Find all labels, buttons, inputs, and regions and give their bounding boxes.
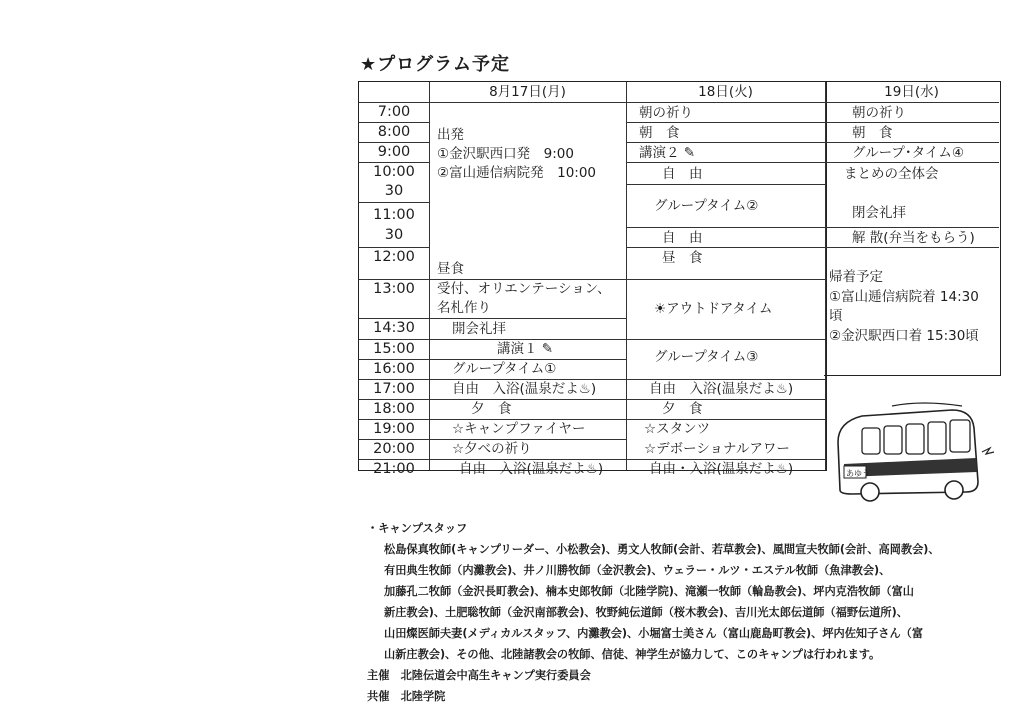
cosponsor-line: 共催 北陸学院	[367, 690, 446, 703]
evening-prayer-text: ☆夕べの祈り	[452, 441, 532, 457]
time-label: 18:00	[373, 401, 415, 417]
time-label: 21:00	[373, 461, 415, 477]
departure-route-2: ②富山逓信病院発 10:00	[437, 165, 597, 181]
dismissal-text: 解 散(弁当をもらう)	[852, 230, 975, 246]
lecture-1-text: 講演１ ✎	[497, 341, 554, 357]
group-time-4-text: グループ･タイム④	[852, 145, 965, 161]
reception-text: 受付、オリエンテーション、	[437, 281, 611, 297]
time-label: 9:00	[377, 144, 411, 160]
header-day2: 18日(火)	[698, 84, 753, 100]
schedule-table	[358, 81, 827, 477]
column-divider	[429, 82, 430, 470]
header-day3: 19日(水)	[884, 84, 939, 100]
staff-line: 有田典生牧師（内灘教会)、井ノ川勝牧師（金沢教会)、ウェラー・ルツ・エステル牧師（魚津教会)、	[384, 564, 891, 577]
time-label: 19:00	[373, 421, 415, 437]
return-1-suffix: 頃	[829, 308, 843, 324]
day3-column	[824, 81, 1001, 376]
free-bath-text: 自由 入浴(温泉だよ♨)	[649, 381, 794, 397]
night-free-bath-text: 自由・入浴(温泉だよ♨)	[649, 461, 794, 477]
staff-line: 山新庄教会)、その他、北陸諸教会の牧師、信徒、神学生が協力して、このキャンプは行われます。	[384, 648, 881, 661]
staff-line: 松島保真牧師(キャンプリーダー、小松教会)、勇文人牧師(会計、若草教会)、風間宣夫牧師(会計、高岡教会)、	[384, 543, 940, 556]
time-label: 11:00	[373, 207, 415, 223]
breakfast-text: 朝 食	[639, 125, 680, 141]
devotional-text: ☆デボーショナルアワー	[644, 441, 790, 457]
departure-text: 出発	[437, 127, 464, 143]
lunch-text: 昼 食	[662, 250, 703, 266]
time-label: 8:00	[377, 124, 411, 140]
dinner-text: 夕 食	[662, 401, 703, 417]
campfire-text: ☆キャンプファイヤー	[452, 421, 586, 437]
column-divider	[626, 82, 627, 470]
stunts-text: ☆スタンツ	[644, 421, 711, 437]
time-label: 10:00	[373, 164, 415, 180]
header-day1: 8月17日(月)	[489, 84, 566, 100]
bus-sign-text: あゆう	[846, 469, 870, 478]
staff-section	[367, 518, 1007, 707]
pencil-icon: ✎	[683, 145, 696, 161]
free-time-text: 自 由	[662, 166, 703, 182]
opening-worship-text: 開会礼拝	[452, 321, 506, 337]
group-time-2-text: グループタイム②	[654, 198, 759, 214]
time-label: 16:00	[373, 361, 415, 377]
closing-worship-text: 閉会礼拝	[852, 205, 906, 221]
time-label: 15:00	[373, 341, 415, 357]
time-label: 20:00	[373, 441, 415, 457]
page-title: ★プログラム予定	[360, 54, 510, 75]
pencil-icon: ✎	[541, 341, 554, 357]
free-time-text: 自 由	[662, 230, 703, 246]
dinner-text: 夕 食	[471, 401, 512, 417]
time-label: 14:30	[373, 320, 415, 336]
staff-line: 新庄教会)、土肥聡牧師（金沢南部教会)、牧野純伝道師（桜木教会)、吉川光太郎伝道師（福野伝道所)、	[384, 606, 908, 619]
time-label: 30	[384, 227, 404, 243]
morning-prayer-text: 朝の祈り	[639, 105, 693, 121]
sponsor-line: 主催 北陸伝道会中高生キャンプ実行委員会	[367, 669, 591, 682]
night-free-bath-text: 自由 入浴(温泉だよ♨)	[459, 461, 604, 477]
staff-line: 加藤孔二牧師（金沢長町教会)、楠本史郎牧師（北陸学院)、滝瀬一牧師（輪島教会)、坪内克浩牧師（富山	[384, 585, 914, 598]
staff-heading: ・キャンプスタッフ	[367, 522, 468, 535]
time-label: 13:00	[373, 281, 415, 297]
summary-meeting-text: まとめの全体会	[844, 166, 939, 182]
departure-route-1: ①金沢駅西口発 9:00	[437, 146, 574, 162]
lunch-text: 昼食	[437, 261, 464, 277]
free-bath-text: 自由 入浴(温泉だよ♨)	[452, 381, 597, 397]
return-1-text: ①富山逓信病院着 14:30	[829, 289, 979, 305]
return-2-text: ②金沢駅西口着 15:30頃	[829, 328, 979, 344]
time-label: 7:00	[377, 104, 411, 120]
time-label: 17:00	[373, 381, 415, 397]
bus-illustration	[832, 402, 1002, 506]
outdoor-time-text: ☀アウトドアタイム	[654, 301, 773, 317]
group-time-3-text: グループタイム③	[654, 349, 759, 365]
group-time-1-text: グループタイム①	[452, 361, 557, 377]
time-label: 30	[384, 183, 404, 199]
time-label: 12:00	[373, 249, 415, 265]
breakfast-text: 朝 食	[852, 125, 893, 141]
morning-prayer-text: 朝の祈り	[852, 105, 906, 121]
return-plan-text: 帰着予定	[829, 269, 883, 285]
staff-line: 山田燦医師夫妻(メディカルスタッフ、内灘教会)、小堀富士美さん（富山鹿島町教会)、坪内佐知子さん（富	[384, 627, 924, 640]
lecture-2-text: 講演２ ✎	[639, 145, 696, 161]
nametag-text: 名札作り	[437, 300, 491, 316]
